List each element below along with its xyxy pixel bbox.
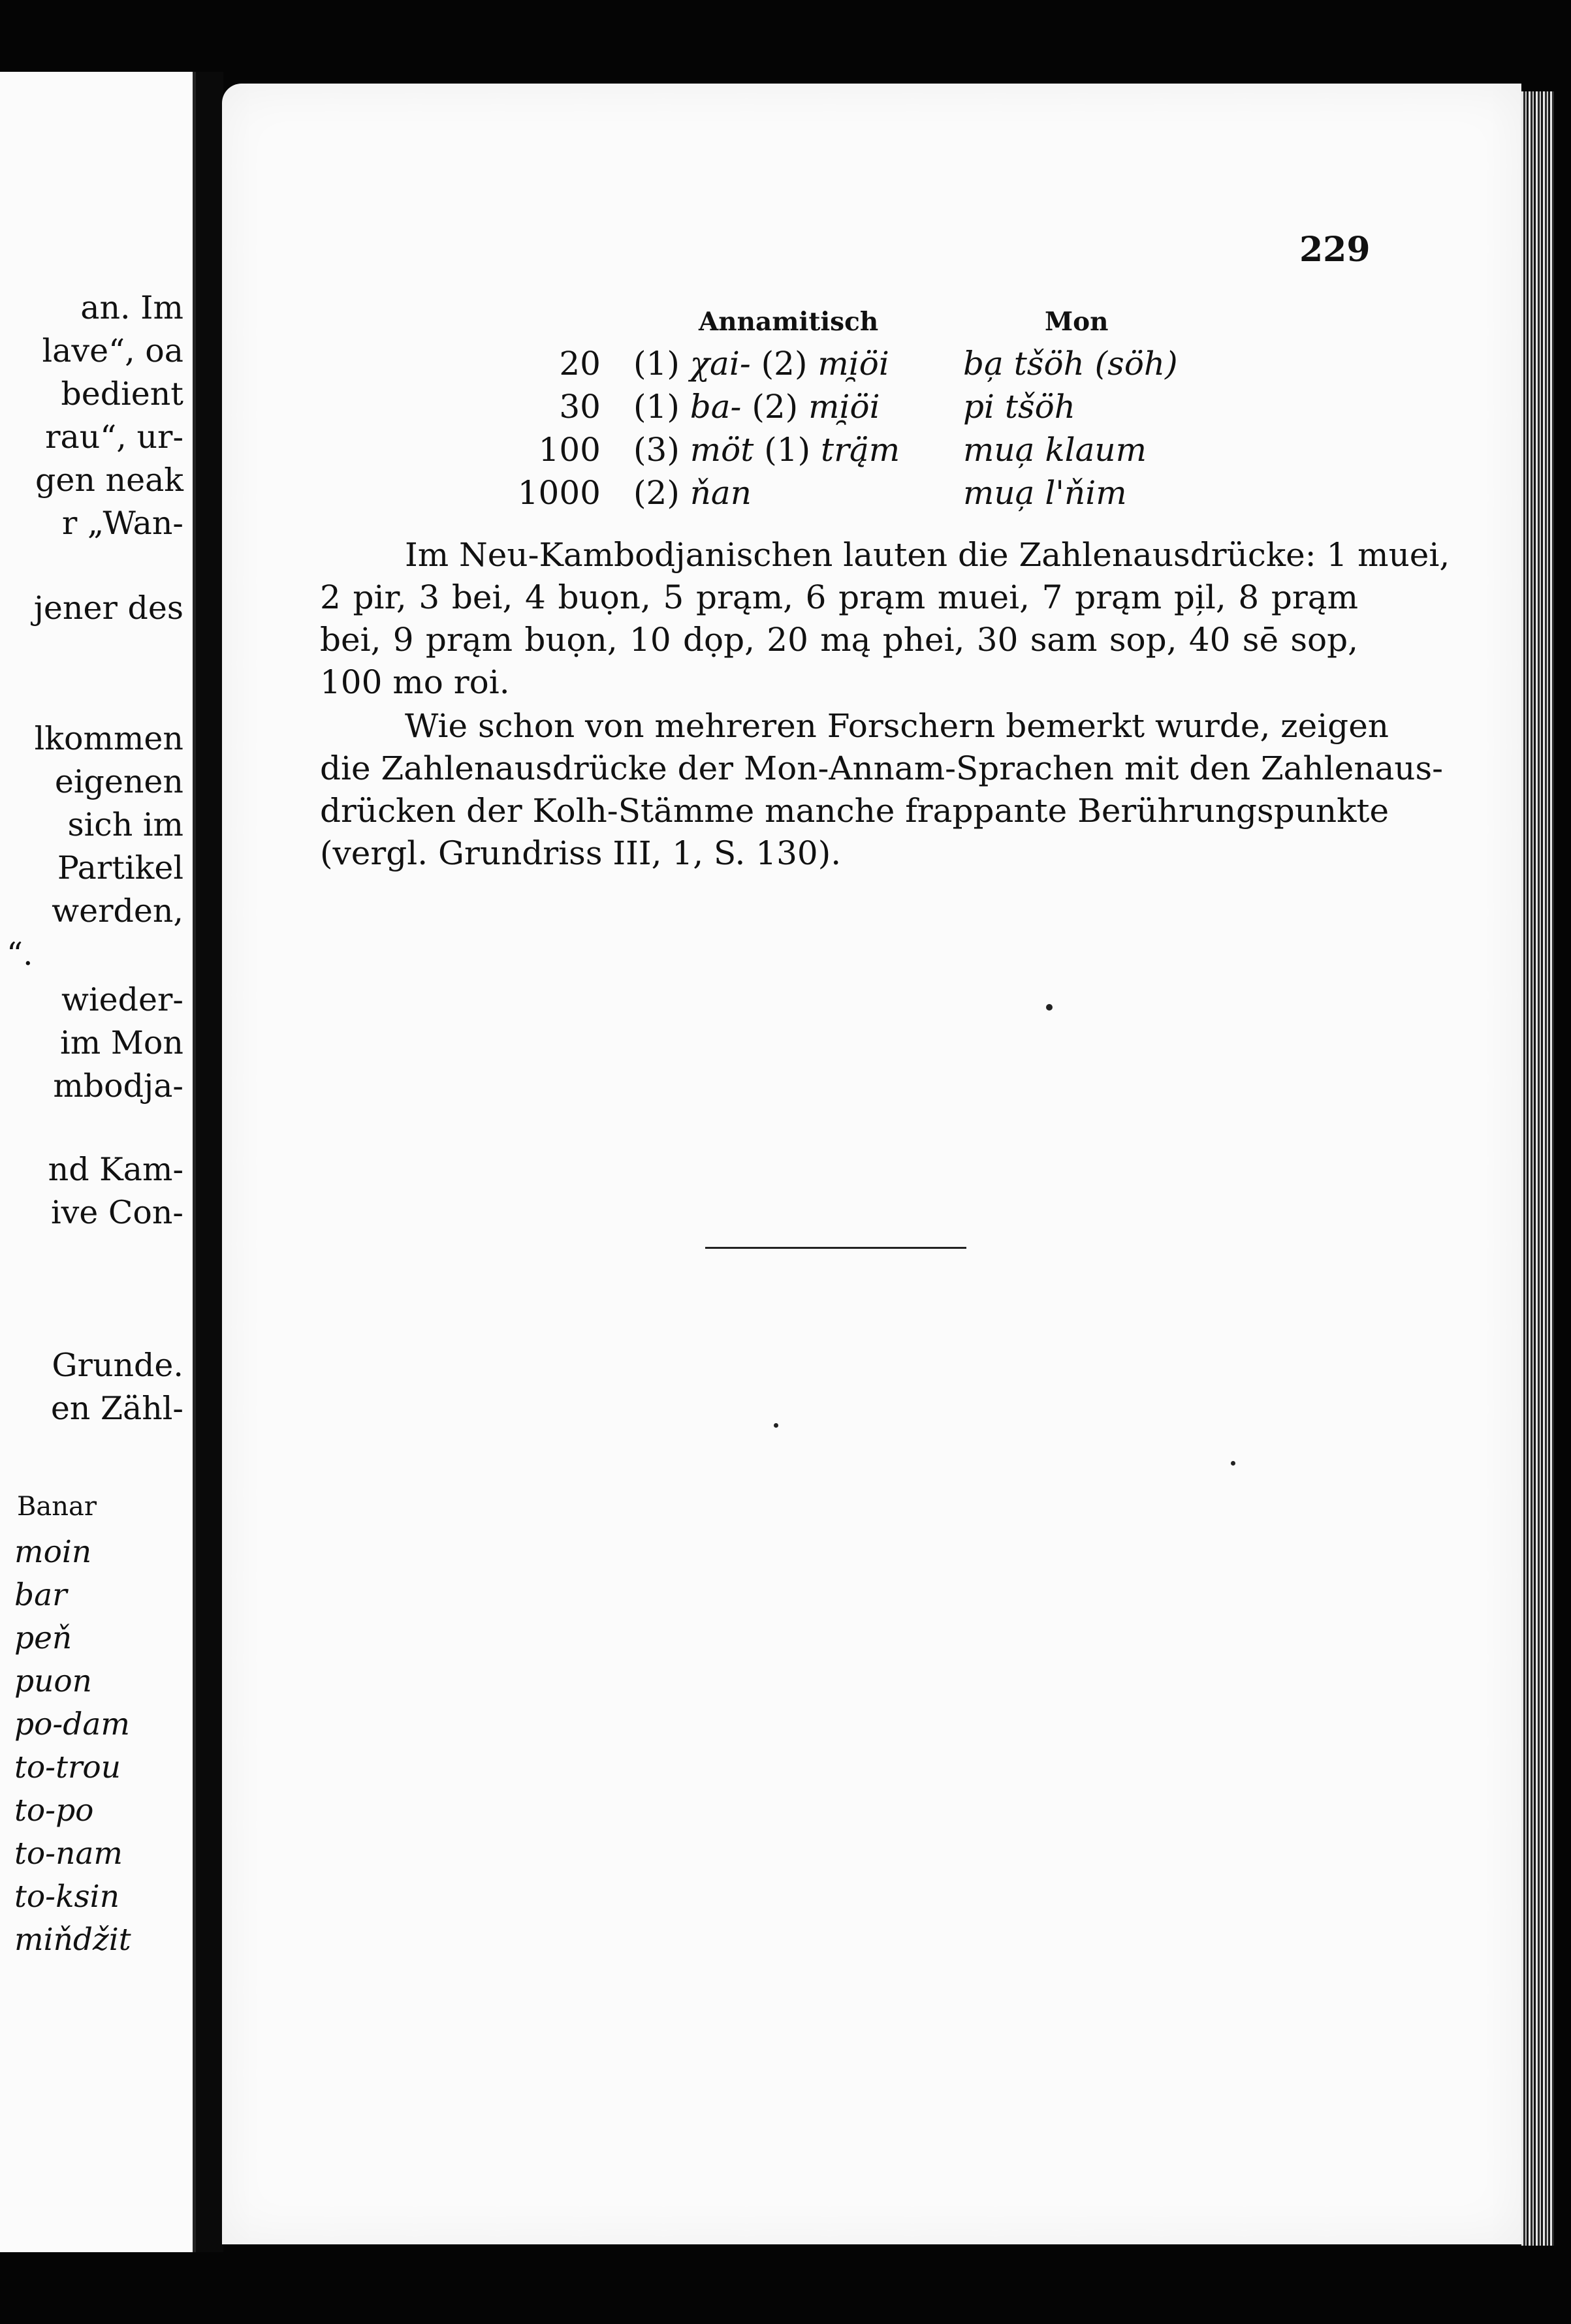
text-line: bei, 9 prąm buọn, 10 dọp, 20 mą phei, 30 sam sop, 40 sē sop, — [320, 621, 1358, 659]
book-gutter — [196, 72, 223, 2252]
table-cell-annamitisch: (1) ba- (2) mi̯öi — [633, 388, 880, 426]
left-page — [0, 72, 197, 2252]
print-speck — [1231, 1461, 1235, 1466]
table-cell-mon: mua̦ klaum — [963, 431, 1147, 469]
banar-word: to-nam — [14, 1836, 123, 1872]
text-line: Im Neu-Kambodjanischen lauten die Zahlenausdrücke: 1 muei, — [405, 536, 1450, 574]
left-text-line: im Mon — [60, 1024, 183, 1061]
banar-word: moin — [14, 1534, 92, 1570]
left-text-line: mbodja- — [53, 1067, 183, 1105]
text-line: 100 mo roi. — [320, 663, 510, 701]
section-rule — [705, 1247, 966, 1249]
table-cell-mon: ba̦ tšöh (söh) — [963, 345, 1178, 383]
banar-word: puon — [14, 1663, 92, 1699]
left-text-line: rau“, ur- — [45, 418, 183, 456]
left-text-line: jener des — [33, 589, 183, 627]
left-text-line: an. Im — [80, 289, 183, 326]
column-header-annamitisch: Annamitisch — [699, 307, 879, 337]
print-speck — [774, 1423, 778, 1428]
text-line: (vergl. Grundriss III, 1, S. 130). — [320, 834, 842, 872]
column-header-mon: Mon — [1045, 307, 1109, 337]
table-cell-mon: mua̦ l'ňim — [963, 474, 1127, 512]
text-line: die Zahlenausdrücke der Mon-Annam-Sprachen mit den Zahlenaus- — [320, 749, 1444, 787]
banar-word: bar — [14, 1577, 67, 1613]
left-text-line: wieder- — [61, 981, 183, 1018]
left-text-line: en Zähl- — [50, 1390, 183, 1427]
table-cell-mon: pi tšöh — [963, 388, 1075, 426]
left-text-line: Partikel — [57, 849, 183, 887]
table-cell-annamitisch: (1) χai- (2) mi̯öi — [633, 345, 889, 383]
left-text-line: gen neak — [35, 462, 183, 499]
text-line: drücken der Kolh-Stämme manche frappante Berührungspunkte — [320, 792, 1389, 830]
print-speck — [1046, 1004, 1053, 1011]
banar-word: to-po — [14, 1793, 94, 1829]
page-number: 229 — [1299, 230, 1371, 270]
table-cell-annamitisch: (3) möt (1) trą̈m — [633, 431, 900, 469]
left-text-line: lave“, oa — [42, 332, 183, 369]
left-text-line: sich im — [67, 806, 183, 843]
left-text-line: nd Kam- — [48, 1151, 183, 1188]
banar-word: miňdžit — [14, 1922, 131, 1958]
table-cell-number: 100 — [538, 431, 601, 469]
left-text-line: lkommen — [34, 720, 183, 757]
table-cell-annamitisch: (2) ňan — [633, 474, 752, 512]
text-line: 2 pir, 3 bei, 4 buọn, 5 prąm, 6 prąm muei, 7 prąm pi̦l, 8 prąm — [320, 578, 1358, 616]
text-line: Wie schon von mehreren Forschern bemerkt wurde, zeigen — [405, 707, 1389, 745]
banar-word: po-dam — [14, 1706, 130, 1742]
left-text-line: “. — [7, 935, 33, 973]
left-text-line: Grunde. — [52, 1347, 183, 1384]
left-text-line: werden, — [52, 892, 183, 930]
banar-word: to-ksin — [14, 1879, 119, 1915]
banar-header: Banar — [17, 1492, 97, 1522]
table-cell-number: 20 — [559, 345, 601, 383]
banar-word: to-trou — [14, 1750, 121, 1785]
table-cell-number: 30 — [559, 388, 601, 426]
page-edges — [1521, 91, 1554, 2246]
paragraph-neu-kambodjanisch — [320, 534, 1450, 704]
left-text-line: bedient — [61, 375, 183, 413]
table-cell-number: 1000 — [517, 474, 601, 512]
paragraph-comparison — [320, 705, 1444, 875]
left-text-line: r „Wan- — [61, 505, 183, 542]
left-text-line: eigenen — [54, 763, 183, 800]
left-text-line: ive Con- — [50, 1194, 183, 1231]
banar-word: peň — [14, 1620, 72, 1656]
